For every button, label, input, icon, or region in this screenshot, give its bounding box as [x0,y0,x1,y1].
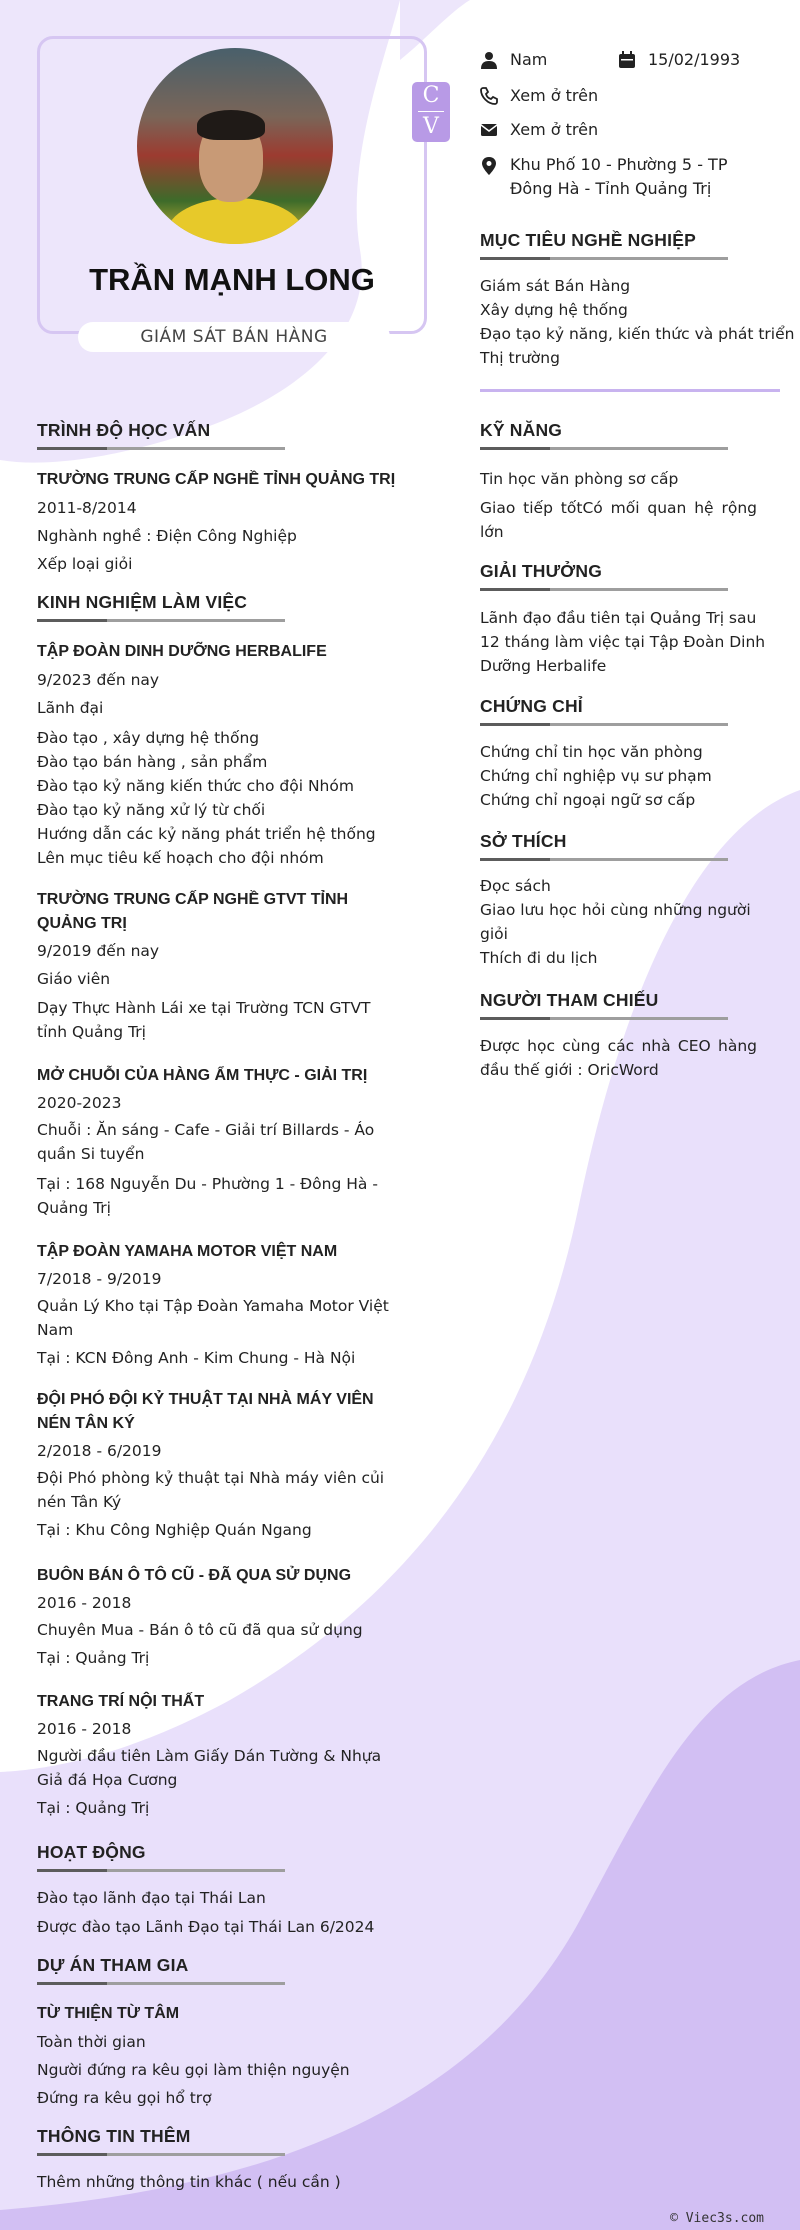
job-herbalife: TẬP ĐOÀN DINH DƯỠNG HERBALIFE 9/2023 đến nay Lãnh đại Đào tạo , xây dựng hệ thống Đào tạo bán hàng , sản phẩm Đào tạo kỷ năng kiến thức cho đội Nhóm Đào tạo kỷ năng xử lý từ chối Hướng dẫn các kỷ năng phát triển hệ thống Lên mục tiêu kế hoạch cho đội nhóm [37,643,376,867]
more-info-text: Thêm những thông tin khác ( nếu cần ) [37,2173,341,2191]
job-gtvt: TRƯỜNG TRUNG CẤP NGHỀ GTVT TỈNH QUẢNG TRỊ 9/2019 đến nay Giáo viên Dạy Thực Hành Lái xe tại Trường TCN GTVT tỉnh Quảng Trị [37,891,371,1041]
candidate-name: TRẦN MẠNH LONG [89,262,375,297]
activities-underline [37,1869,285,1872]
education-school: TRƯỜNG TRUNG CẤP NGHỀ TỈNH QUẢNG TRỊ [37,471,396,488]
phone-icon [480,87,498,105]
cv-badge-v: V [423,114,439,139]
education-period: 2011-8/2014 [37,499,137,517]
section-divider [480,389,780,392]
projects-title: DỰ ÁN THAM GIA [37,1955,189,1975]
cv-badge-c: C [422,83,440,108]
projects-block: TỪ THIỆN TỪ TÂM Toàn thời gian Người đứng ra kêu gọi làm thiện nguyện Đứng ra kêu gọi hổ trợ [37,2005,350,2107]
certificates-underline [480,723,728,726]
hobbies-underline [480,858,728,861]
education-underline [37,447,285,450]
projects-underline [37,1982,285,1985]
envelope-icon [480,121,498,139]
job-title: GIÁM SÁT BÁN HÀNG [78,322,390,352]
references-text: Được học cùng các nhà CEO hàng đầu thế giới : OricWord [480,1037,757,1079]
skills-text: Tin học văn phòng sơ cấp Giao tiếp tốtCó mối quan hệ rộng lớn [480,470,757,541]
education-major: Nghành nghề : Điện Công Nghiệp [37,527,297,545]
experience-title: KINH NGHIỆM LÀM VIỆC [37,592,248,612]
skills-underline [480,447,728,450]
contact-birthday [618,50,740,69]
objective-text: Giám sát Bán Hàng Xây dựng hệ thống Đạo tạo kỷ năng, kiến thức và phát triển Thị trường [480,277,795,367]
more-info-title: THÔNG TIN THÊM [37,2126,191,2146]
references-title: NGƯỜI THAM CHIẾU [480,990,659,1010]
job-chuoi: MỞ CHUỖI CỦA HÀNG ẨM THỰC - GIẢI TRỊ 2020-2023 Chuỗi : Ăn sáng - Cafe - Giải trí Billards - Áo quần Si tuyển Tại : 168 Nguyễn Du - Phường 1 - Đông Hà - Quảng Trị [37,1067,378,1217]
map-pin-icon [480,157,498,175]
cv-badge [412,82,450,142]
user-icon [480,51,498,69]
education-title: TRÌNH ĐỘ HỌC VẤN [37,420,211,440]
phone-value: Xem ở trên [510,86,599,105]
job-oto: BUÔN BÁN Ô TÔ CŨ - ĐÃ QUA SỬ DỤNG 2016 - 2018 Chuyên Mua - Bán ô tô cũ đã qua sử dụng Tại : Quảng Trị [37,1567,363,1667]
email-value: Xem ở trên [510,120,599,139]
gender-value: Nam [510,50,548,69]
job-noithat: TRANG TRÍ NỘI THẤT 2016 - 2018 Người đầu tiên Làm Giấy Dán Tường & Nhựa Giả đá Họa Cương Tại : Quảng Trị [37,1693,382,1817]
objective-title: MỤC TIÊU NGHỀ NGHIỆP [480,230,696,250]
certificates-title: CHỨNG CHỈ [480,696,583,716]
birthday-value: 15/02/1993 [648,50,741,69]
job-yamaha: TẬP ĐOÀN YAMAHA MOTOR VIỆT NAM 7/2018 - 9/2019 Quản Lý Kho tại Tập Đoàn Yamaha Motor Việt Nam Tại : KCN Đông Anh - Kim Chung - Hà Nội [37,1243,389,1367]
awards-title: GIẢI THƯỞNG [480,561,603,581]
contact-phone [480,86,598,105]
awards-underline [480,588,728,591]
contact-address [480,154,727,201]
job-tanky: ĐỘI PHÓ ĐỘI KỶ THUẬT TẠI NHÀ MÁY VIÊN NÉN TÂN KÝ 2/2018 - 6/2019 Đội Phó phòng kỷ thuật tại Nhà máy viên củi nén Tân Ký Tại : Khu Công Nghiệp Quán Ngang [37,1391,385,1539]
avatar [137,48,333,244]
awards-text: Lãnh đạo đầu tiên tại Quảng Trị sau 12 tháng làm việc tại Tập Đoàn Dinh Dưỡng Herbalife [480,609,766,675]
education-block [37,466,417,578]
address-line-2: Đông Hà - Tỉnh Quảng Trị [510,179,712,198]
activities-title: HOẠT ĐỘNG [37,1842,146,1862]
calendar-icon [618,51,636,69]
objective-underline [480,257,728,260]
experience-underline [37,619,285,622]
references-underline [480,1017,728,1020]
activities-text: Đào tạo lãnh đạo tại Thái Lan Được đào tạo Lãnh Đạo tại Thái Lan 6/2024 [37,1889,375,1936]
address-line-1: Khu Phố 10 - Phường 5 - TP [510,155,728,174]
education-rank: Xếp loại giỏi [37,555,133,573]
contact-gender [480,50,547,69]
more-info-underline [37,2153,285,2156]
hobbies-text: Đọc sách Giao lưu học hỏi cùng những người giỏi Thích đi du lịch [480,877,751,967]
contact-email [480,120,598,139]
footer-credit: © Viec3s.com [670,2211,764,2226]
hobbies-title: SỞ THÍCH [480,831,567,851]
certificates-text: Chứng chỉ tin học văn phòng Chứng chỉ nghiệp vụ sư phạm Chứng chỉ ngoại ngữ sơ cấp [480,743,712,809]
skills-title: KỸ NĂNG [480,420,563,440]
